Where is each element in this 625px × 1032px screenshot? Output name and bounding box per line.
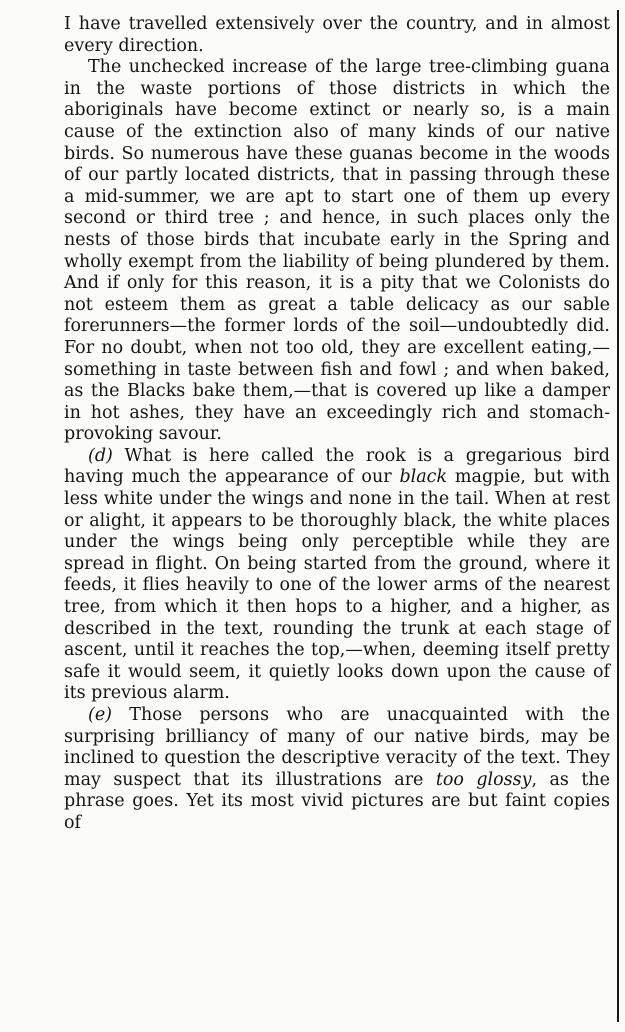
paragraph-travelled	[64, 14, 610, 57]
column-rule	[617, 10, 619, 1022]
italic-text: black	[399, 467, 448, 488]
text-column	[64, 14, 610, 835]
paragraph-text: I have travelled extensively over the country, and in almost every direction.	[64, 14, 610, 56]
paragraph-text: The unchecked increase of the large tree-climbing guana in the waste portions of those districts in which the aboriginals have become extinct or nearly so, is a main cause of the extinction also of many kinds of our native birds. So numerous have these guanas become in the woods of our partly located districts, that in passing through these a mid-summer, we are apt to start one of them up every second or third tree ; and hence, in such places only the nests of those birds that incubate early in the Spring and wholly exempt from the liability of being plundered by them. And if only for this reason, it is a pity that we Colonists do not esteem them as great a table delicacy as our sable forerunners—the former lords of the soil—undoubtedly did. For no doubt, when not too old, they are excellent eating,—something in taste between fish and fowl ; and when baked, as the Blacks bake them,—that is covered up like a damper in hot ashes, they have an exceedingly rich and stomach-provoking savour.	[64, 57, 610, 445]
paragraph-text: What is here called the rook is a gregarious bird having much the appearance of our	[64, 445, 610, 488]
paragraph-text: magpie, but with less white under the wings and none in the tail. When at rest or alight, it appears to be thoroughly black, the white places under the wings being only perceptible while they are spread in flight. On being started from the ground, where it feeds, it flies heavily to one of the lower arms of the nearest tree, from which it then hops to a higher, and a higher, as described in the text, rounding the trunk at each stage of ascent, until it reaches the top,—when, deeming itself pretty safe it would seem, it quietly looks down upon the cause of its previous alarm.	[64, 467, 610, 704]
paragraph-marker: (e)	[88, 705, 113, 725]
paragraph-text: Those persons who are unacquainted with the surprising brilliancy of many of our native birds, may be inclined to question the descriptive veracity of the text. They may suspect that its illustrations are	[64, 705, 610, 790]
italic-text: too glossy	[435, 769, 532, 790]
paragraph-marker: (d)	[88, 445, 113, 466]
paragraph-guana	[64, 57, 610, 446]
paragraph-rook	[64, 446, 610, 705]
paragraph-native-birds	[64, 705, 610, 835]
paragraph-text: , as the phrase goes. Yet its most vivid pictures are but faint copies of	[64, 769, 610, 833]
